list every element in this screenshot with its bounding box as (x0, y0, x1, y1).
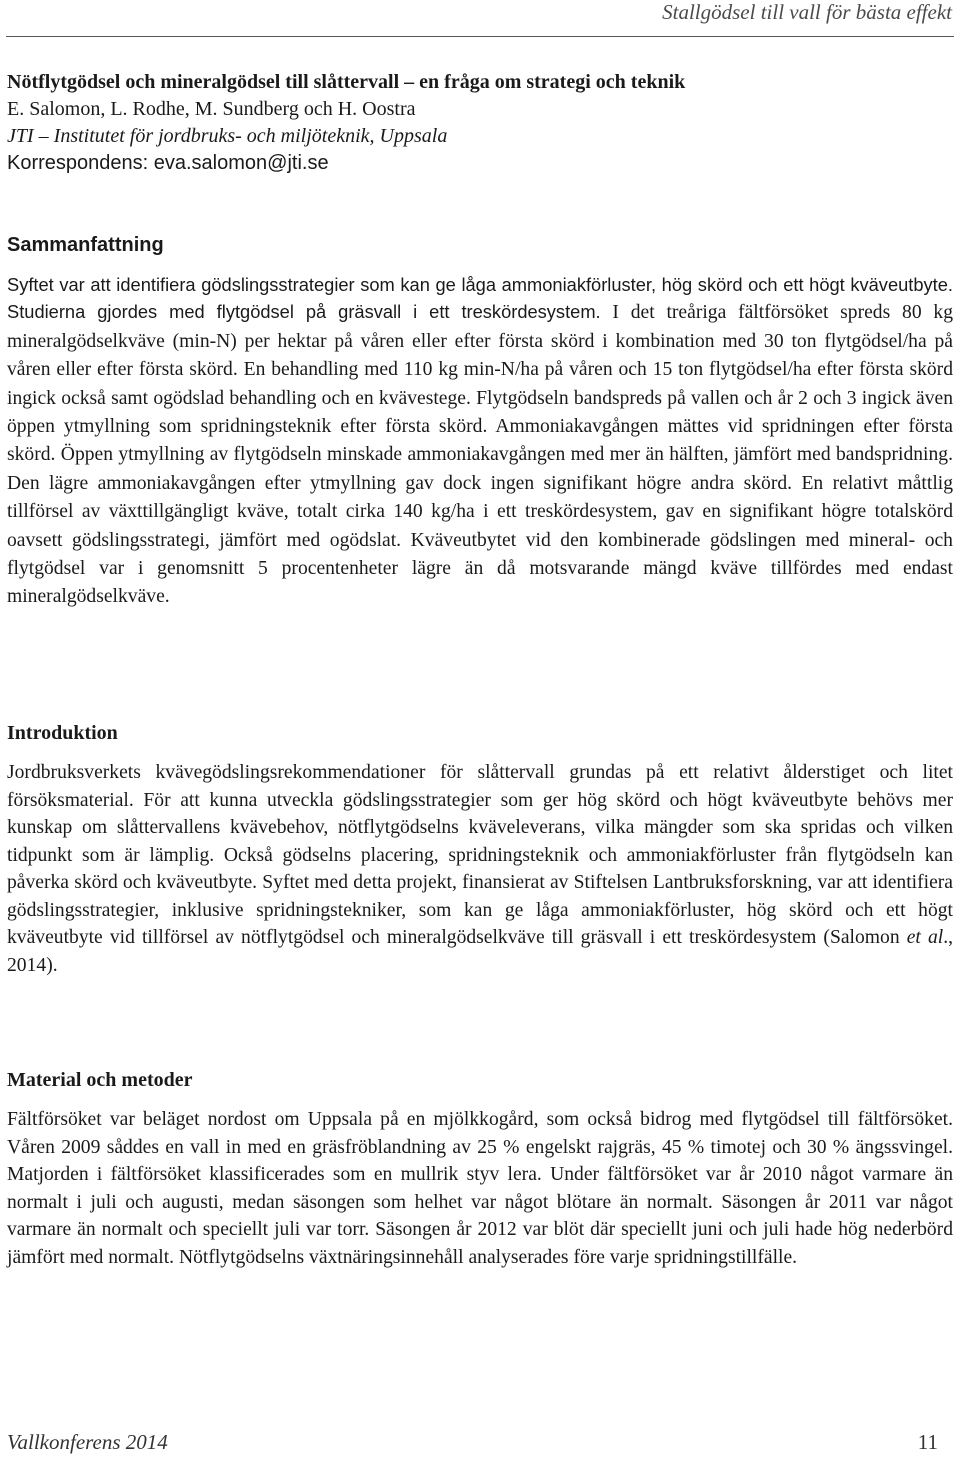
footer-conference: Vallkonferens 2014 (7, 1430, 168, 1454)
introduction-body: Jordbruksverkets kvävegödslingsrekommendationer för slåttervall grundas på ett relativt ålderstiget och litet försöksmaterial. För att kunna utveckla gödslingsstrategier som ger hög skörd och högt kväveutbyte behövs mer kunskap om slåttervallens kvävebehov, nötflytgödselns kväveleverans, vilka mängder som ska spridas och vilken tidpunkt som är lämplig. Också gödselns placering, spridningsteknik och ammoniakförluster från flytgödseln kan påverka skörd och kväveutbyte. Syftet med detta projekt, finansierat av Stiftelsen Lantbruksforskning, var att identifiera gödslingsstrategier, inklusive spridningstekniker, som kan ge låga ammoniakförluster, hög skörd och ett högt kväveutbyte vid tillförsel av nötflytgödsel och mineralgödselkväve till gräsvall i ett treskördesystem (Salomon (7, 762, 953, 948)
summary-section (7, 231, 953, 611)
summary-sentence: Den lägre ammoniakavgången efter ytmyllning gav dock ingen signifikant högre andra skörd. (7, 472, 793, 494)
page-number: 11 (917, 1430, 938, 1454)
introduction-heading: Introduktion (7, 722, 118, 744)
summary-sentence: I det treåriga fältförsöket spreds 80 kg mineralgödselkväve (min-N) per hektar på våren eller efter första skörd i kombination med 30 ton flytgödsel/ha på våren eller efter första skörd. (7, 302, 953, 381)
summary-sentence: Öppen ytmyllning av flytgödseln minskade ammoniakavgången med mer än hälften, jämfört med bandspridning. (55, 444, 953, 466)
article-header (7, 69, 953, 177)
authors: E. Salomon, L. Rodhe, M. Sundberg och H. Oostra (7, 98, 416, 120)
summary-sentence: Kväveutbytet vid den kombinerade gödslingen med mineral- och flytgödsel var i genomsnitt 5 procentenheter lägre än då motsvarande mängd kväve tillfördes med endast mineralgödselkväve. (7, 529, 953, 608)
methods-text: Fältförsöket var beläget nordost om Uppsala på en mjölkkogård, som också bidrog med flytgödsel till fältförsöket. Våren 2009 såddes en vall in med en gräsfröblandning av 25 % engelskt rajgräs, 45 % timotej och 30 % ängssvingel. Matjorden i fältförsöket klassificerades som en mullrik styv lera. Under fältförsöket var år 2010 något varmare än normalt i juli och augusti, medan säsongen som helhet var något blötare än normalt. Säsongen år 2011 var något varmare än normalt och speciellt juli var torr. Säsongen år 2012 var blöt där speciellt juni och juli hade hög nederbörd jämfört med normalt. Nötflytgödselns växtnäringsinnehåll analyserades före varje spridningstillfälle. (7, 1109, 953, 1268)
introduction-section (7, 719, 953, 979)
summary-sentence: Syftet var att identifiera gödslingsstrategier som kan ge låga ammoniakförluster, hög skörd och ett högt kväveutbyte. Studierna gjordes med flytgödsel på gräsvall i ett treskördesystem. (7, 274, 953, 323)
methods-heading: Material och metoder (7, 1069, 193, 1091)
citation-et-al: et al (906, 927, 944, 948)
summary-sentence: Flytgödseln bandspreds på vallen och år 2 och 3 ingick även öppen ytmyllning som spridningsteknik efter första skörd. (7, 387, 954, 438)
summary-heading: Sammanfattning (7, 234, 164, 256)
article-title: Nötflytgödsel och mineralgödsel till slåttervall – en fråga om strategi och teknik (7, 71, 686, 93)
running-title: Stallgödsel till vall för bästa effekt (662, 0, 952, 24)
affiliation: JTI – Institutet för jordbruks- och miljöteknik, Uppsala (7, 125, 448, 147)
header-divider (6, 36, 954, 37)
summary-sentence: En behandling med 110 kg min-N/ha på våren och 15 ton flytgödsel/ha efter första skörd ingick också samt ogödslad behandling och en kvävestege. (7, 359, 953, 409)
citation-year: ., 2014). (7, 927, 954, 976)
summary-text (7, 271, 953, 611)
introduction-text (7, 759, 953, 979)
methods-section (7, 1066, 953, 1271)
summary-sentence: En relativt måttlig tillförsel av växttillgängligt kväve, totalt cirka 140 kg/ha i ett treskördesystem, gav en signifikant högre totalskörd oavsett gödslingsstrategi, jämfört med ogödslat. (7, 472, 953, 551)
correspondence: Korrespondens: eva.salomon@jti.se (7, 152, 329, 174)
summary-sentence: Ammoniakavgången mättes vid spridningen efter första skörd. (7, 416, 953, 466)
